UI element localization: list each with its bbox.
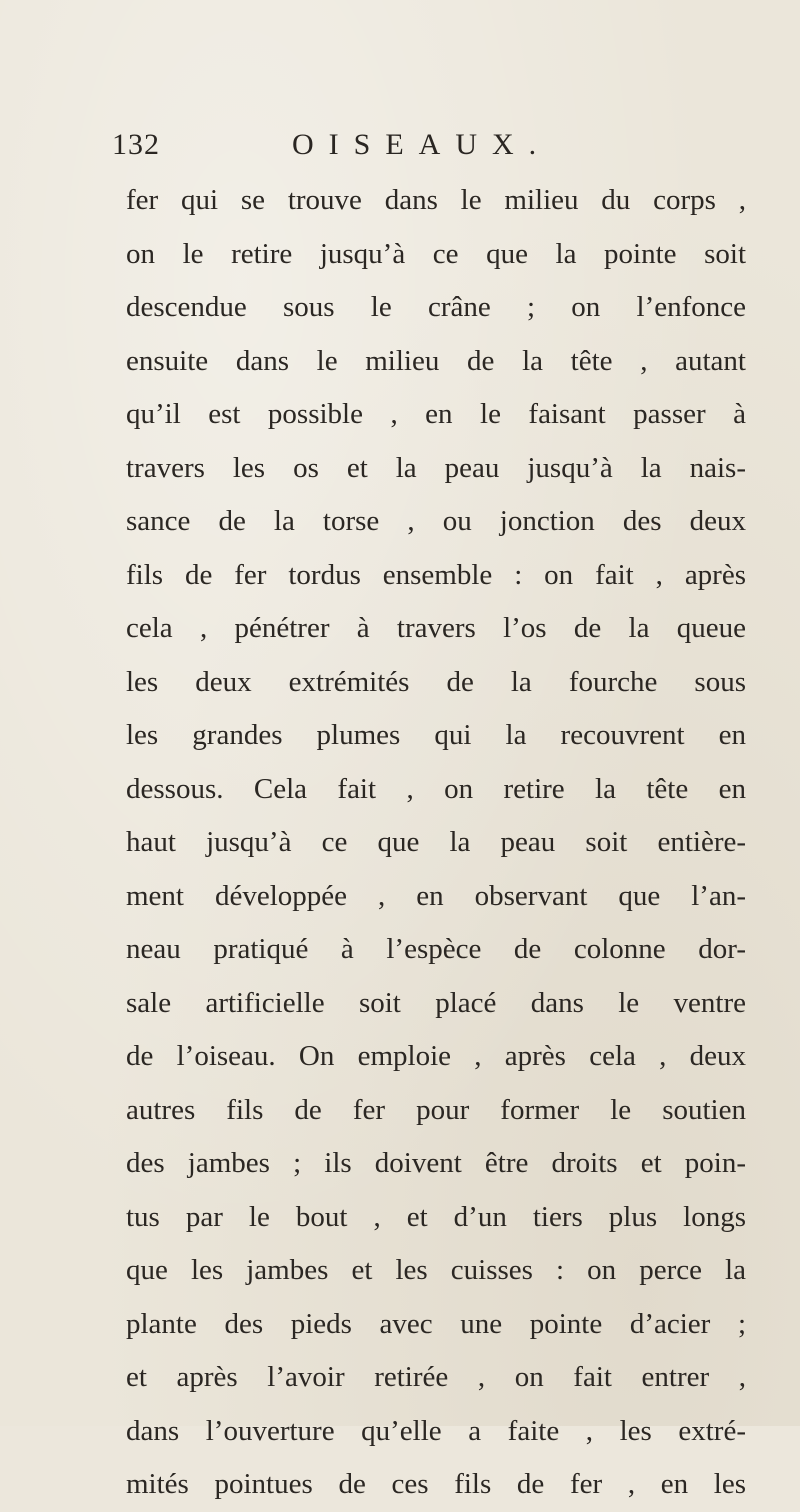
body-text (126, 174, 746, 1512)
text-line: neau pratiqué à l’espèce de colonne dor- (126, 933, 746, 965)
text-line: ensuite dans le milieu de la tête , autant (126, 344, 746, 377)
text-line: les deux extrémités de la fourche sous (126, 665, 746, 698)
text-line: autres fils de fer pour former le soutien (126, 1093, 746, 1126)
text-line: on le retire jusqu’à ce que la pointe soit (126, 237, 746, 270)
text-line: tus par le bout , et d’un tiers plus longs (126, 1200, 746, 1233)
running-head (112, 128, 632, 178)
text-line: descendue sous le crâne ; on l’enfonce (126, 291, 746, 323)
text-line: dans l’ouverture qu’elle a faite , les extré- (126, 1414, 746, 1447)
text-line: dessous. Cela fait , on retire la tête en (126, 772, 746, 805)
text-line: qu’il est possible , en le faisant passer à (126, 398, 746, 430)
page-number: 132 (112, 128, 160, 161)
text-line: fer qui se trouve dans le milieu du corps , (126, 184, 746, 216)
text-line: cela , pénétrer à travers l’os de la queue (126, 612, 746, 644)
text-line: fils de fer tordus ensemble : on fait , après (126, 558, 746, 591)
text-line: sale artificielle soit placé dans le ventre (126, 986, 746, 1019)
text-line: et après l’avoir retirée , on fait entrer , (126, 1361, 746, 1393)
text-line: sance de la torse , ou jonction des deux (126, 505, 746, 537)
text-line: haut jusqu’à ce que la peau soit entière- (126, 826, 746, 858)
text-line: mités pointues de ces fils de fer , en les (126, 1468, 746, 1500)
text-line: que les jambes et les cuisses : on perce la (126, 1254, 746, 1286)
text-line: travers les os et la peau jusqu’à la nais- (126, 451, 746, 484)
text-line: ment développée , en observant que l’an- (126, 879, 746, 912)
text-line: des jambes ; ils doivent être droits et poin- (126, 1147, 746, 1179)
text-line: les grandes plumes qui la recouvrent en (126, 719, 746, 751)
text-line: plante des pieds avec une pointe d’acier ; (126, 1307, 746, 1340)
text-line: de l’oiseau. On emploie , après cela , deux (126, 1040, 746, 1072)
running-title: OISEAUX. (292, 128, 552, 161)
